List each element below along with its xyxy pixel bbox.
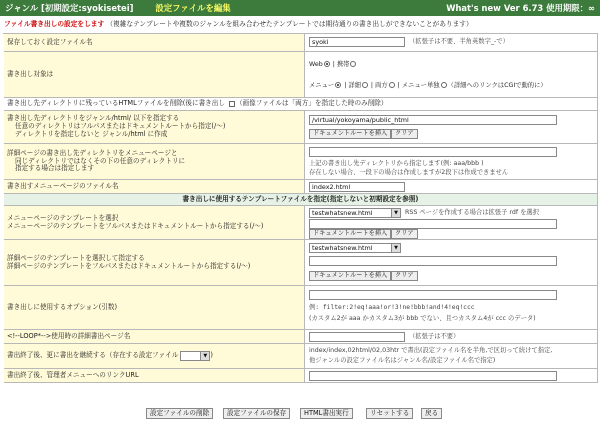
both-radio[interactable] [389, 82, 395, 88]
footer-buttons [0, 408, 600, 420]
detail-template-label-2: 詳細ページのテンプレートをフルパスまたはドキュメントルートから指定する(/〜) [7, 261, 251, 270]
row-admin-url [4, 369, 598, 383]
web-option-label: Web [309, 61, 323, 68]
detail-template-path-input[interactable] [309, 256, 557, 266]
back-button[interactable]: 戻る [421, 408, 442, 419]
row-continue [4, 344, 598, 369]
delete-settings-button[interactable]: 設定ファイルの削除 [146, 408, 213, 419]
menu-only-option-label: メニュー単独 [401, 82, 440, 89]
detail-dir-label-2: 同じディレクトリではなくその下の任意のディレクトリに [15, 156, 186, 165]
admin-url-label: 書出終了後、管理者メニューへのリンクURL [4, 369, 305, 382]
detail-template-select-value: testwhatsnew.html [312, 244, 373, 252]
loop-note: （拡張子は不要） [409, 333, 460, 340]
detail-option-label: 詳細 [348, 82, 361, 89]
row-delete-html [4, 98, 598, 111]
row-template-section [4, 194, 598, 206]
row-loop [4, 330, 598, 344]
menu-template-note: RSS ページを作成する場合は拡張子 rdf を選択 [405, 209, 539, 216]
detail-dir-label-3: 指定する場合は指定します [15, 164, 95, 173]
output-dir-label-2: 任意のディレクトリはフルパスまたはドキュメントルートから指定(/〜) [15, 122, 226, 131]
continue-note-2: 他ジャンルの設定ファイル名はジャンル名/設定ファイル名で指定) [309, 357, 496, 364]
menu-option-label: メニュー [309, 82, 335, 89]
menu-name-input[interactable]: index2.html [309, 182, 405, 192]
reset-button[interactable]: リセットする [366, 408, 413, 419]
output-dir-input[interactable]: /virtual/yokoyama/public_html [309, 115, 557, 125]
options-input[interactable] [309, 290, 557, 300]
output-dir-label-3: ディレクトリを指定しないと ジャンル/html に作成 [15, 129, 168, 138]
save-name-note: （拡張子は不要、半角英数字_-で） [409, 38, 509, 45]
row-save-name [4, 34, 598, 52]
menu-template-select-value: testwhatsnew.html [312, 209, 373, 217]
target-label: 書き出し対象は [4, 52, 305, 97]
save-settings-button[interactable]: 設定ファイルの保存 [223, 408, 290, 419]
row-detail-dir [4, 144, 598, 180]
menu-template-label-1: メニューページのテンプレートを選択 [7, 213, 119, 222]
row-target [4, 52, 598, 98]
chevron-down-icon: ▼ [391, 209, 400, 217]
detail-template-select[interactable] [309, 243, 401, 253]
row-output-dir [4, 111, 598, 144]
continue-label-close: ) [210, 351, 213, 360]
chevron-down-icon: ▼ [200, 352, 209, 360]
both-option-label: 両方 [375, 82, 388, 89]
save-name-input[interactable]: syoki [309, 37, 405, 47]
target-note: （詳細へのリンクはCGIで動的に） [447, 82, 547, 89]
menu-template-clear-button[interactable]: クリア [391, 229, 418, 239]
target-web-line: Web | 携帯 [309, 61, 357, 69]
export-html-button[interactable]: HTML書出実行 [300, 408, 353, 419]
menu-template-select[interactable] [309, 208, 401, 218]
menu-template-path-input[interactable] [309, 219, 557, 229]
menu-template-label-2: メニューページのテンプレートをフルパスまたはドキュメントルートから指定する(/〜) [7, 221, 264, 230]
detail-dir-note-2: 存在しない場合、一段下の場合は作成しますが2段下は作成できません [309, 169, 509, 176]
continue-note-1: index/index,02html/02,03htr で書出(設定ファイル名を半角,で区切って続けて指定, [309, 347, 553, 354]
menu-only-radio[interactable] [441, 82, 447, 88]
row-detail-template [4, 240, 598, 286]
detail-dir-label-1: 詳細ページの書き出し先ディレクトリをメニューページと [7, 148, 178, 157]
detail-dir-input[interactable] [309, 147, 557, 157]
save-name-label: 保存しておく設定ファイル名 [4, 34, 305, 51]
template-section-title: 書き出しに使用するテンプレートファイルを指定(指定しないと初期設定を参照) [4, 194, 598, 205]
detail-template-clear-button[interactable]: クリア [391, 271, 418, 281]
intro-note: （複雑なテンプレートや複数のジャンルを組み合わせたテンプレートでは期待通りの書き出しができないことがあります） [106, 20, 473, 28]
output-dir-docroot-button[interactable]: ドキュメントルートを挿入 [309, 129, 391, 139]
chevron-down-icon: ▼ [391, 244, 400, 252]
menu-template-docroot-button[interactable]: ドキュメントルートを挿入 [309, 229, 391, 239]
continue-select[interactable] [180, 351, 210, 361]
edit-settings-title: 設定ファイルを編集 [155, 2, 231, 13]
delete-html-checkbox[interactable] [229, 101, 235, 107]
delete-html-note: （画像ファイルは「両方」を指定した時のみ削除） [235, 99, 388, 108]
loop-label: <!--LOOP*-->使用時の詳細書出ページ名 [4, 330, 305, 343]
detail-template-docroot-button[interactable]: ドキュメントルートを挿入 [309, 271, 391, 281]
menu-name-label: 書き出すメニューページのファイル名 [4, 180, 305, 193]
mobile-option-label: 携帯 [336, 61, 350, 68]
options-label: 書き出しに使用するオプション(引数) [4, 286, 305, 329]
row-options [4, 286, 598, 330]
menu-radio[interactable] [335, 82, 341, 88]
settings-table [3, 33, 598, 379]
row-menu-template [4, 206, 598, 240]
web-radio[interactable] [324, 61, 330, 67]
admin-url-input[interactable] [309, 371, 557, 381]
genre-title: ジャンル [初期設定:syokisetei] [5, 2, 134, 13]
row-menu-name [4, 180, 598, 194]
target-page-line: メニュー | 詳細 | 両方 | メニュー単独 （詳細へのリンクはCGIで動的に） [309, 82, 547, 89]
mobile-radio[interactable] [350, 61, 356, 67]
output-dir-label-1: 書き出し先ディレクトリをジャンル/html/ 以下を指定する [7, 114, 180, 123]
detail-radio[interactable] [362, 82, 368, 88]
delete-html-label: 書き出し先ディレクトリに残っているHTMLファイルを削除(後に書き出し [7, 99, 225, 108]
loop-input[interactable] [309, 332, 405, 342]
continue-label: 書出終了後、更に書出を継続する（存在する設定ファイル [7, 351, 179, 360]
output-dir-clear-button[interactable]: クリア [391, 129, 418, 139]
options-example: 例: filter:2!eq!aaa!or!3!ne!bbb!and!4!eq!ccc [309, 304, 475, 311]
detail-template-label-1: 詳細ページのテンプレートを選択して指定する [7, 253, 145, 262]
options-example-note: (カスタム2が aaa かカスタム3が bbb でない、且つカスタム4が ccc のデータ) [309, 315, 536, 322]
title-bar [0, 0, 600, 16]
intro-text [4, 20, 600, 28]
intro-heading: ファイル書き出しの設定をします [4, 20, 105, 28]
detail-dir-note-1: 上記の書き出し先ディレクトリから指定します(例: aaa/bbb ) [309, 160, 484, 167]
version-label: What's new Ver 6.73 使用期限：∞ [446, 2, 595, 13]
